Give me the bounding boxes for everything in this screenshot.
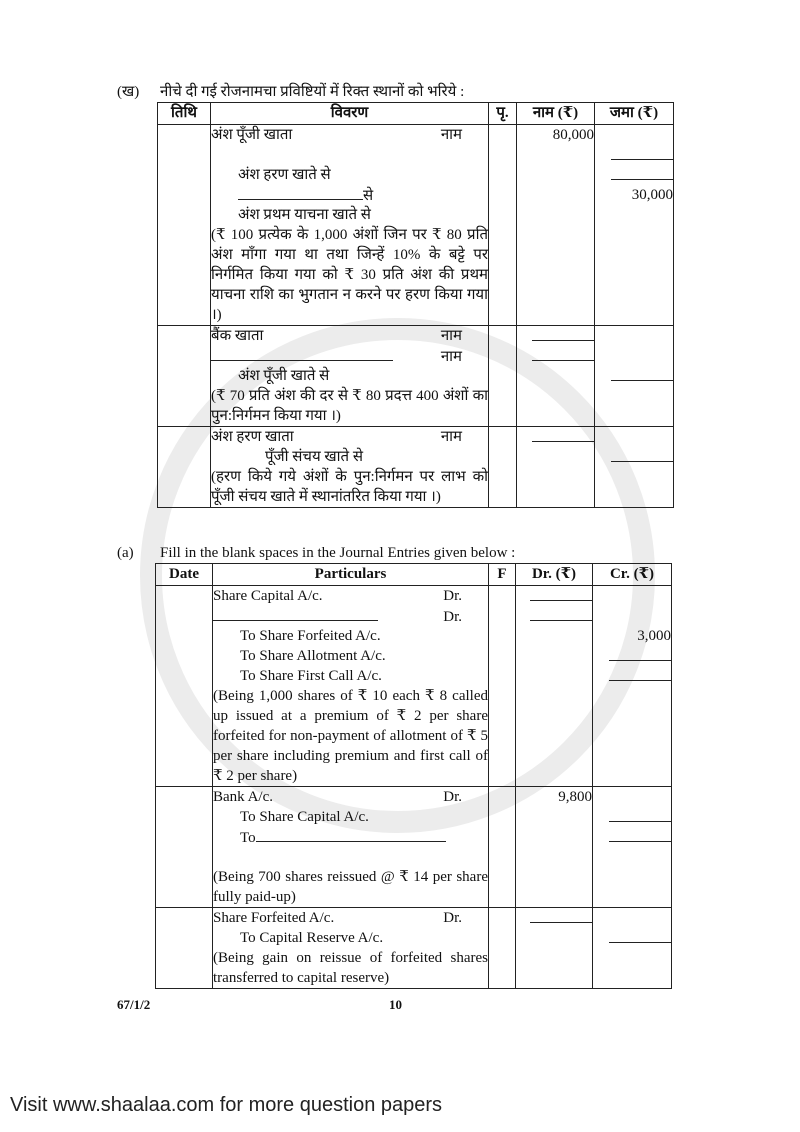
particulars-line (213, 847, 488, 867)
header-debit: Dr. (₹) (516, 564, 593, 586)
particulars-cell (211, 125, 489, 326)
debit-marker: नाम (440, 349, 462, 365)
journal-entry-row (156, 586, 672, 787)
account-name: To Share Allotment A/c. (240, 648, 386, 664)
particulars-line (211, 145, 488, 165)
particulars-cell (213, 787, 489, 908)
credit-amount-cell (593, 908, 672, 989)
particulars-line (213, 827, 488, 847)
amount-line (517, 125, 594, 145)
blank-line (256, 827, 446, 842)
blank-line (211, 346, 393, 361)
particulars-cell (213, 586, 489, 787)
particulars-line (211, 125, 488, 145)
account-name: पूँजी संचय खाते से (265, 449, 363, 465)
particulars-line (213, 908, 488, 928)
header-particulars: विवरण (211, 103, 489, 125)
blank-line (611, 145, 673, 160)
amount-line (517, 326, 594, 346)
particulars-cell (213, 908, 489, 989)
hindi-journal-table (157, 102, 674, 508)
amount-line (595, 125, 673, 145)
account-name: Share Capital A/c. (213, 588, 323, 604)
header-folio: पृ. (489, 103, 517, 125)
header-credit: Cr. (₹) (593, 564, 672, 586)
amount-value: 80,000 (552, 127, 594, 143)
amount-line (595, 366, 673, 386)
folio-cell (489, 427, 517, 508)
paper-code: 67/1/2 (117, 997, 151, 1012)
blank-line (609, 646, 671, 661)
account-name: अंश प्रथम याचना खाते से (238, 207, 371, 223)
amount-line (595, 185, 673, 205)
credit-amount-cell (595, 125, 674, 326)
amount-line (593, 787, 671, 807)
amount-value: 9,800 (558, 789, 592, 805)
blank-line (530, 606, 592, 621)
account-name: से (363, 188, 374, 204)
particulars-line (213, 586, 488, 606)
journal-entry-row (156, 908, 672, 989)
amount-line (595, 346, 673, 366)
journal-entry-row (156, 787, 672, 908)
particulars-line (213, 606, 488, 626)
debit-amount-cell (516, 787, 593, 908)
amount-line (595, 145, 673, 165)
particulars-line (211, 326, 488, 346)
account-name: बैंक खाता (211, 328, 264, 344)
debit-marker: नाम (440, 127, 462, 143)
amount-line (516, 606, 592, 626)
narration: (Being 1,000 shares of ₹ 10 each ₹ 8 called up issued at a premium of ₹ 2 per share forfeited for non-payment of allotment of ₹ 5 per share including premium and first call of ₹ 2 per share) (213, 688, 488, 784)
blank-line (609, 928, 671, 943)
particulars-line (213, 787, 488, 807)
header-particulars: Particulars (213, 564, 489, 586)
amount-line (516, 908, 592, 928)
amount-line (595, 165, 673, 185)
blank-line (213, 606, 378, 621)
particulars-line (213, 646, 488, 666)
particulars-line (213, 807, 488, 827)
credit-amount-cell (595, 326, 674, 427)
folio-cell (489, 787, 516, 908)
narration: (Being gain on reissue of forfeited shares transferred to capital reserve) (213, 950, 488, 986)
debit-marker: Dr. (443, 609, 462, 625)
blank-line (609, 666, 671, 681)
particulars-line (213, 666, 488, 686)
amount-line (593, 807, 671, 827)
account-name: अंश पूँजी खाता (211, 127, 293, 143)
particulars-line (213, 928, 488, 948)
date-cell (158, 125, 211, 326)
amount-line (516, 787, 592, 807)
particulars-line (211, 366, 488, 386)
question-label: (a) (117, 545, 134, 561)
amount-value: 30,000 (631, 187, 673, 203)
blank-line (609, 827, 671, 842)
debit-marker: नाम (440, 429, 462, 445)
visit-link-text[interactable]: Visit www.shaalaa.com for more question papers (10, 1094, 443, 1116)
blank-line (532, 326, 594, 341)
header-date: तिथि (158, 103, 211, 125)
amount-line (517, 427, 594, 447)
account-name: To (240, 830, 256, 846)
blank-line (532, 346, 594, 361)
narration: (Being 700 shares reissued @ ₹ 14 per share fully paid-up) (213, 869, 488, 905)
amount-line (595, 447, 673, 467)
account-name: Share Forfeited A/c. (213, 910, 335, 926)
debit-marker: Dr. (443, 588, 462, 604)
debit-marker: नाम (440, 328, 462, 344)
question-instruction: Fill in the blank spaces in the Journal Entries given below : (160, 545, 516, 561)
narration: (₹ 70 प्रति अंश की दर से ₹ 80 प्रदत्त 400 अंशों का पुन:निर्गमन किया गया ।) (211, 388, 488, 424)
question-label: (ख) (117, 84, 140, 100)
folio-cell (489, 586, 516, 787)
credit-amount-cell (595, 427, 674, 508)
blank-line (530, 586, 592, 601)
account-name: To Share Forfeited A/c. (240, 628, 381, 644)
date-cell (156, 586, 213, 787)
folio-cell (489, 125, 517, 326)
account-name: Bank A/c. (213, 789, 273, 805)
blank-line (532, 427, 594, 442)
debit-amount-cell (517, 125, 595, 326)
account-name: To Share First Call A/c. (240, 668, 382, 684)
particulars-cell (211, 326, 489, 427)
amount-line (593, 626, 671, 646)
account-name: To Share Capital A/c. (240, 809, 369, 825)
amount-line (593, 646, 671, 666)
particulars-line (211, 185, 488, 205)
particulars-line (211, 205, 488, 225)
english-journal-table (155, 563, 672, 989)
amount-line (595, 427, 673, 447)
amount-line (516, 586, 592, 606)
date-cell (156, 908, 213, 989)
header-folio: F (489, 564, 516, 586)
amount-value: 3,000 (637, 628, 671, 644)
amount-line (593, 928, 671, 948)
particulars-line (211, 427, 488, 447)
blank-line (238, 185, 363, 200)
folio-cell (489, 908, 516, 989)
amount-line (593, 908, 671, 928)
header-date: Date (156, 564, 213, 586)
narration: (हरण किये गये अंशों के पुन:निर्गमन पर लाभ को पूँजी संचय खाते में स्थानांतरित किया गया ।) (211, 469, 488, 505)
journal-entry-row (158, 326, 674, 427)
debit-amount-cell (517, 427, 595, 508)
page-number: 10 (389, 997, 402, 1012)
date-cell (158, 427, 211, 508)
particulars-line (211, 447, 488, 467)
blank-line (609, 807, 671, 822)
credit-amount-cell (593, 787, 672, 908)
blank-line (611, 165, 673, 180)
debit-marker: Dr. (443, 789, 462, 805)
debit-amount-cell (517, 326, 595, 427)
journal-entry-row (158, 427, 674, 508)
question-instruction: नीचे दी गई रोजनामचा प्रविष्टियों में रिक्त स्थानों को भरिये : (160, 84, 465, 100)
header-debit: नाम (₹) (517, 103, 595, 125)
account-name: अंश हरण खाते से (238, 167, 331, 183)
credit-amount-cell (593, 586, 672, 787)
blank-line (611, 366, 673, 381)
amount-line (593, 586, 671, 606)
particulars-line (211, 346, 488, 366)
account-name: अंश हरण खाता (211, 429, 294, 445)
debit-amount-cell (516, 586, 593, 787)
amount-line (595, 326, 673, 346)
particulars-cell (211, 427, 489, 508)
particulars-line (213, 626, 488, 646)
date-cell (156, 787, 213, 908)
amount-line (593, 666, 671, 686)
folio-cell (489, 326, 517, 427)
amount-line (593, 606, 671, 626)
header-credit: जमा (₹) (595, 103, 674, 125)
blank-line (530, 908, 592, 923)
particulars-line (211, 165, 488, 185)
amount-line (517, 346, 594, 366)
account-name: अंश पूँजी खाते से (238, 368, 330, 384)
amount-line (593, 827, 671, 847)
journal-entry-row (158, 125, 674, 326)
account-name: To Capital Reserve A/c. (240, 930, 384, 946)
date-cell (158, 326, 211, 427)
narration: (₹ 100 प्रत्येक के 1,000 अंशों जिन पर ₹ 80 प्रति अंश माँगा गया था तथा जिन्हें 10% के बट्टे पर निर्गमित किया गया को ₹ 30 प्रति अंश की प्रथम याचना राशि का भुगतान न करने पर हरण किया गया ।) (211, 227, 488, 323)
debit-marker: Dr. (443, 910, 462, 926)
debit-amount-cell (516, 908, 593, 989)
blank-line (611, 447, 673, 462)
